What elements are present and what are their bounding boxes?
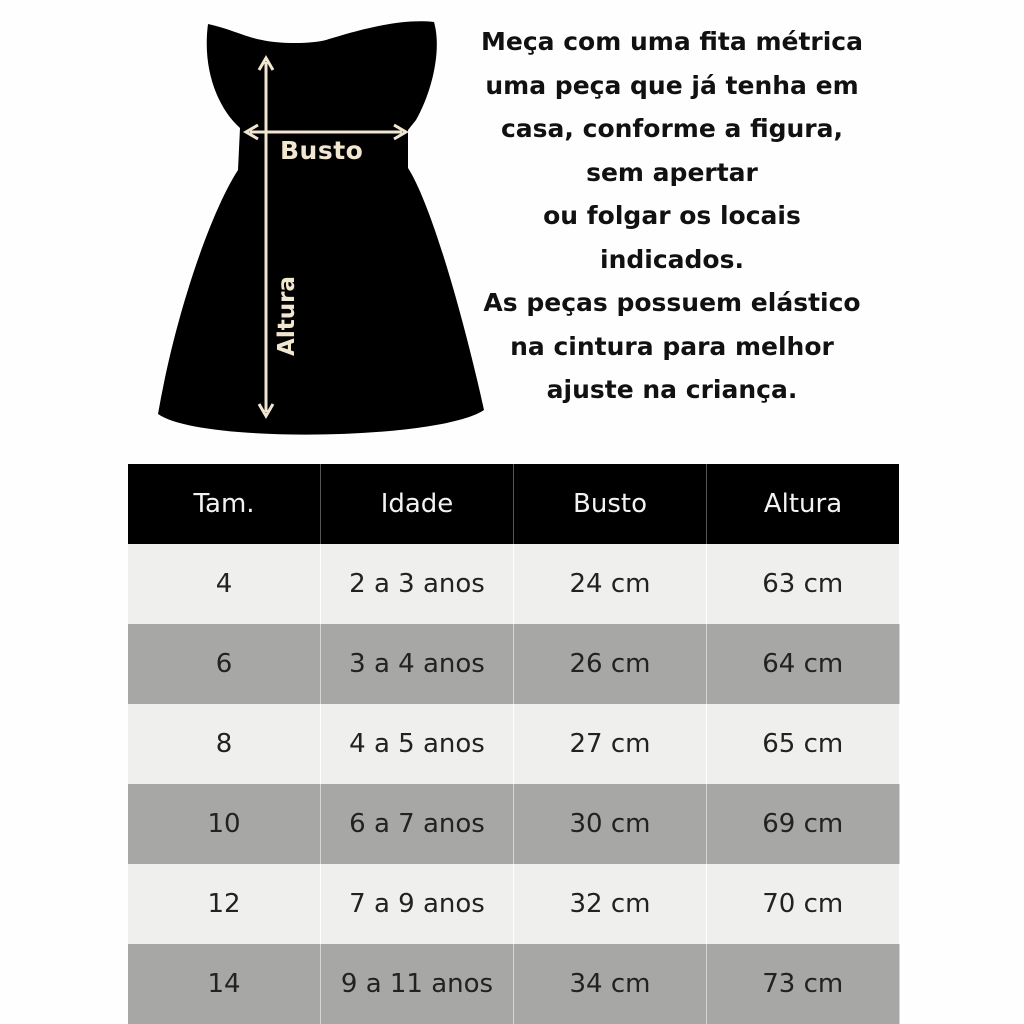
cell-altura: 64 cm: [707, 624, 900, 704]
altura-label: Altura: [274, 276, 300, 356]
busto-label: Busto: [280, 136, 364, 165]
dress-silhouette: [158, 21, 484, 434]
instruction-line: ajuste na criança.: [546, 375, 798, 404]
cell-altura: 65 cm: [707, 704, 900, 784]
table-header-row: [128, 464, 899, 544]
cell-tam: 10: [128, 784, 321, 864]
cell-idade: 6 a 7 anos: [321, 784, 514, 864]
table-row: [128, 944, 899, 1024]
size-chart-table: [128, 464, 900, 1024]
cell-idade: 2 a 3 anos: [321, 544, 514, 624]
instruction-line: indicados.: [600, 244, 744, 274]
cell-idade: 3 a 4 anos: [321, 624, 514, 704]
table-row: [128, 544, 899, 624]
instruction-line: casa, conforme a figura,: [500, 114, 844, 143]
header-busto: Busto: [514, 464, 707, 544]
cell-busto: 26 cm: [514, 624, 707, 704]
cell-idade: 7 a 9 anos: [321, 864, 514, 944]
table-row: [128, 784, 899, 864]
cell-busto: 30 cm: [514, 784, 707, 864]
cell-busto: 34 cm: [514, 944, 707, 1024]
instruction-line: sem apertar: [586, 157, 758, 187]
cell-busto: 24 cm: [514, 544, 707, 624]
table-row: [128, 704, 899, 784]
cell-tam: 14: [128, 944, 321, 1024]
dress-icon: [140, 10, 500, 450]
cell-tam: 4: [128, 544, 321, 624]
instruction-line: ou folgar os locais: [543, 201, 801, 230]
header-tam: Tam.: [128, 464, 321, 544]
dress-illustration: [140, 10, 500, 450]
measurement-instructions: [462, 20, 882, 412]
cell-busto: 27 cm: [514, 704, 707, 784]
instruction-line: uma peça que já tenha em: [485, 70, 859, 100]
cell-idade: 4 a 5 anos: [321, 704, 514, 784]
header-altura: Altura: [707, 464, 900, 544]
cell-idade: 9 a 11 anos: [321, 944, 514, 1024]
header-idade: Idade: [321, 464, 514, 544]
table-row: [128, 864, 899, 944]
cell-tam: 6: [128, 624, 321, 704]
cell-altura: 63 cm: [707, 544, 900, 624]
cell-altura: 69 cm: [707, 784, 900, 864]
instruction-line: na cintura para melhor: [510, 331, 834, 361]
instruction-line: Meça com uma fita métrica: [481, 27, 863, 56]
cell-altura: 73 cm: [707, 944, 900, 1024]
cell-tam: 8: [128, 704, 321, 784]
table-row: [128, 624, 899, 704]
cell-busto: 32 cm: [514, 864, 707, 944]
cell-altura: 70 cm: [707, 864, 900, 944]
instruction-line: As peças possuem elástico: [483, 288, 861, 317]
cell-tam: 12: [128, 864, 321, 944]
